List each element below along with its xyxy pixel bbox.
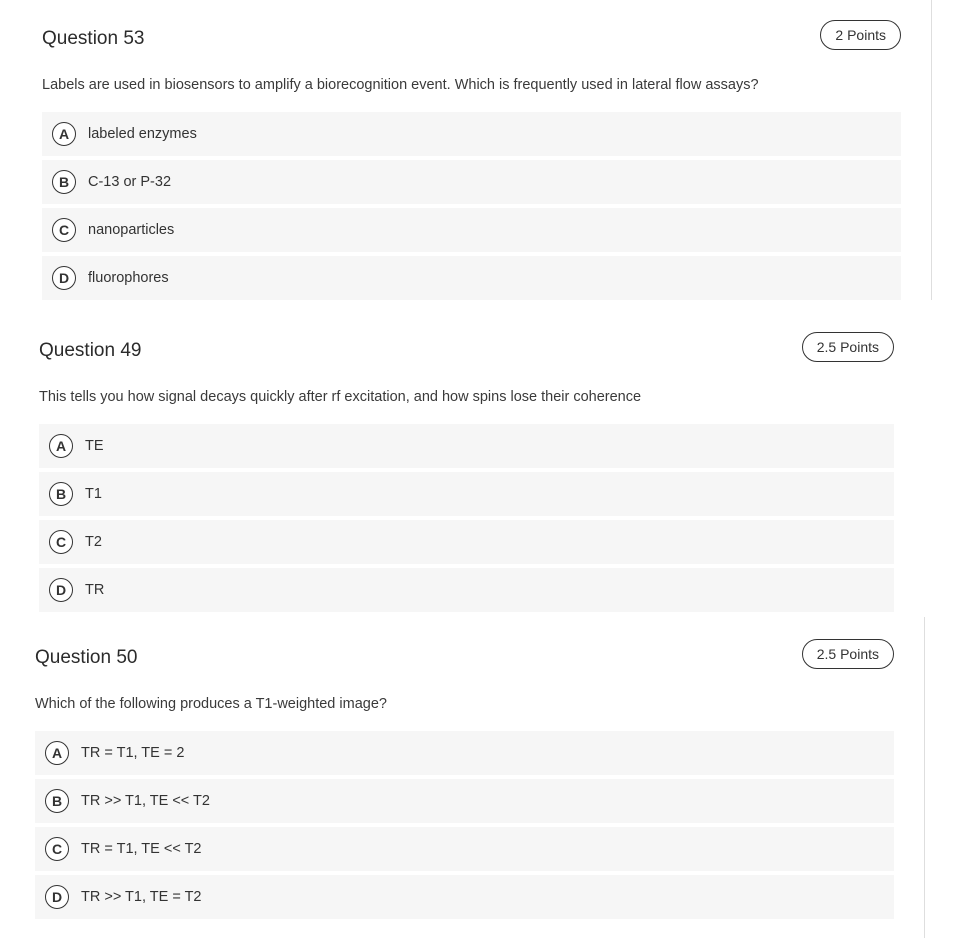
- option-text: TR = T1, TE = 2: [81, 745, 185, 761]
- points-badge: 2.5 Points: [802, 332, 894, 362]
- option-c[interactable]: [42, 208, 901, 252]
- option-b[interactable]: [42, 160, 901, 204]
- question-card-50: [35, 639, 894, 919]
- question-prompt: This tells you how signal decays quickly after rf excitation, and how spins lose their coherence: [39, 389, 642, 405]
- option-text: TR >> T1, TE << T2: [81, 793, 210, 809]
- option-a[interactable]: [42, 112, 901, 156]
- option-b[interactable]: [35, 779, 894, 823]
- option-letter-badge: D: [45, 885, 69, 909]
- option-text: labeled enzymes: [88, 126, 197, 142]
- option-text: TR >> T1, TE = T2: [81, 889, 202, 905]
- right-divider-bottom: [924, 617, 925, 938]
- option-a[interactable]: [39, 424, 894, 468]
- option-c[interactable]: [35, 827, 894, 871]
- question-header: [42, 20, 901, 60]
- option-c[interactable]: [39, 520, 894, 564]
- question-title: Question 53: [42, 28, 145, 49]
- question-card-49: [39, 332, 894, 612]
- question-title: Question 50: [35, 647, 138, 668]
- option-text: T1: [85, 486, 102, 502]
- question-card-53: [42, 20, 901, 300]
- option-d[interactable]: [39, 568, 894, 612]
- option-d[interactable]: [35, 875, 894, 919]
- option-letter-badge: D: [52, 266, 76, 290]
- option-letter-badge: A: [49, 434, 73, 458]
- question-header: [35, 639, 894, 679]
- option-text: C-13 or P-32: [88, 174, 172, 190]
- option-letter-badge: A: [45, 741, 69, 765]
- points-badge: 2 Points: [820, 20, 901, 50]
- answer-options: [39, 424, 894, 616]
- option-text: TR: [85, 582, 105, 598]
- option-a[interactable]: [35, 731, 894, 775]
- option-letter-badge: C: [52, 218, 76, 242]
- points-badge: 2.5 Points: [802, 639, 894, 669]
- question-prompt: Labels are used in biosensors to amplify a biorecognition event. Which is frequently used in lateral flow assays?: [42, 77, 759, 93]
- option-b[interactable]: [39, 472, 894, 516]
- answer-options: [42, 112, 901, 304]
- option-letter-badge: B: [52, 170, 76, 194]
- option-text: T2: [85, 534, 102, 550]
- option-letter-badge: A: [52, 122, 76, 146]
- option-letter-badge: C: [45, 837, 69, 861]
- right-divider-top: [931, 0, 932, 300]
- option-text: TE: [85, 438, 104, 454]
- option-letter-badge: D: [49, 578, 73, 602]
- option-d[interactable]: [42, 256, 901, 300]
- question-prompt: Which of the following produces a T1-weighted image?: [35, 696, 387, 712]
- answer-options: [35, 731, 894, 923]
- option-letter-badge: C: [49, 530, 73, 554]
- option-letter-badge: B: [49, 482, 73, 506]
- question-header: [39, 332, 894, 372]
- option-text: fluorophores: [88, 270, 169, 286]
- option-text: TR = T1, TE << T2: [81, 841, 202, 857]
- option-letter-badge: B: [45, 789, 69, 813]
- option-text: nanoparticles: [88, 222, 175, 238]
- question-title: Question 49: [39, 340, 142, 361]
